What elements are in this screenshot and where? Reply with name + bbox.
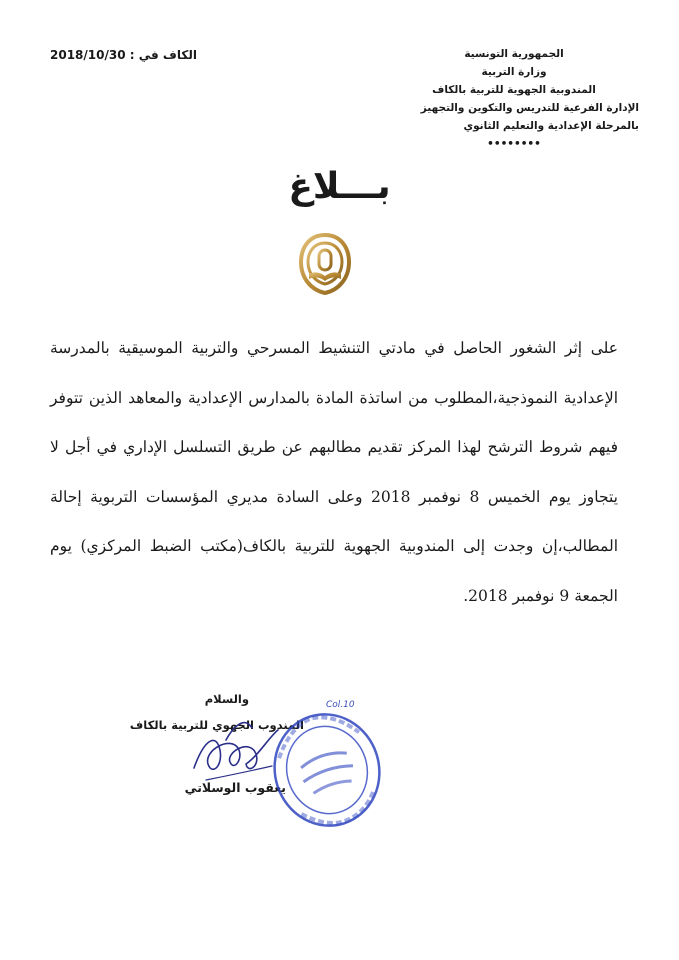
letterhead-divider: ••••••••: [487, 138, 541, 150]
stamp-annotation: Col.10: [326, 700, 355, 710]
signatory-name: يعقوب الوسلاتي: [184, 780, 286, 795]
date-line: [50, 48, 197, 62]
closing-phrase: والسلام: [204, 692, 249, 706]
issue-date: 2018/10/30: [50, 48, 126, 62]
announcement-body: على إثر الشغور الحاصل في مادتي التنشيط المسرحي والتربية الموسيقية بالمدرسة الإعدادية النموذجية،المطلوب من اساتذة المادة بالمدارس الإعدادية والمعاهد الذين تتوفر فيهم شروط الترشح لهذا المركز تقديم مطالبهم عن طريق التسلسل الإداري في أجل لا يتجاوز يوم الخميس 8 نوفمبر 2018 وعلى السادة مديري المؤسسات التربوية إحالة المطالب،إن وجدت إلى المندوبية الجهوية للتربية بالكاف(مكتب الضبط المركزي) يوم الجمعة 9 نوفمبر 2018.: [50, 339, 618, 605]
ministry-emblem-icon: [295, 232, 355, 296]
letterhead-line-5: بالمرحلة الإعدادية والتعليم الثانوي: [463, 120, 639, 132]
letterhead: [389, 45, 639, 153]
official-stamp-icon: [265, 700, 390, 835]
document-title: بـــلاغ: [288, 166, 391, 207]
place-label: الكاف في :: [129, 48, 197, 62]
letterhead-line-3: المندوبية الجهوية للتربية بالكاف: [432, 84, 596, 96]
signatory-title: المندوب الجهوي للتربية بالكاف: [129, 718, 304, 732]
letterhead-line-1: الجمهورية التونسية: [464, 48, 564, 60]
letterhead-line-2: وزارة التربية: [481, 66, 547, 78]
letterhead-line-4: الإدارة الفرعية للتدريس والتكوين والتجهيز: [420, 102, 639, 114]
